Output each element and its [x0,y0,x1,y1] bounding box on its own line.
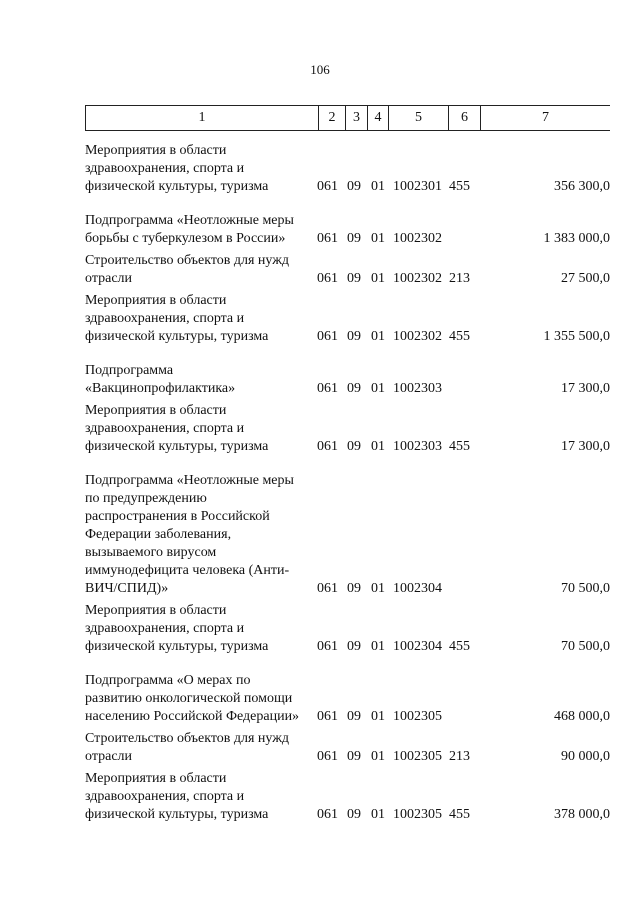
table-row [85,292,610,346]
column-header-3: 3 [346,106,368,131]
row-amount: 17 300,0 [561,381,610,396]
row-code-5: 1002302 [393,271,442,286]
column-header-7: 7 [481,106,611,131]
row-code-4: 01 [371,179,385,194]
row-name: Строительство объектов для нужд отрасли [85,731,290,764]
table-row [85,252,610,288]
column-header-1: 1 [86,106,319,131]
row-amount: 468 000,0 [554,709,610,724]
row-code-4: 01 [371,639,385,654]
row-code-4: 01 [371,271,385,286]
table-row [85,212,610,248]
row-amount: 27 500,0 [561,271,610,286]
row-name: Подпрограмма «Неотложные меры по предупреждению распространения в Российской Федерации заболевания, вызываемого вирусом иммунодефицита человека (Анти-ВИЧ/СПИД)» [85,473,294,596]
row-spacer-cell [85,456,610,472]
row-code-3: 09 [347,639,361,654]
row-amount: 17 300,0 [561,439,610,454]
row-name: Подпрограмма «Вакцинопрофилактика» [85,363,236,396]
row-code-6: 455 [449,179,470,194]
row-code-2: 061 [317,179,338,194]
row-code-5: 1002303 [393,439,442,454]
row-amount: 90 000,0 [561,749,610,764]
row-code-4: 01 [371,439,385,454]
column-header-row [86,106,611,131]
column-header-2: 2 [319,106,346,131]
row-code-6: 455 [449,807,470,822]
row-code-2: 061 [317,439,338,454]
row-code-3: 09 [347,329,361,344]
table-row [85,472,610,598]
row-code-6: 455 [449,329,470,344]
row-code-5: 1002304 [393,639,442,654]
row-amount: 1 355 500,0 [543,329,610,344]
row-code-3: 09 [347,231,361,246]
row-name: Строительство объектов для нужд отрасли [85,253,290,286]
table-row [85,402,610,456]
table-row [85,362,610,398]
row-code-6 [449,672,479,726]
row-code-6: 213 [449,271,470,286]
row-amount: 1 383 000,0 [543,231,610,246]
row-code-2: 061 [317,271,338,286]
column-header-6: 6 [449,106,481,131]
row-spacer [85,656,610,672]
row-code-3: 09 [347,709,361,724]
row-name: Подпрограмма «Неотложные меры борьбы с туберкулезом в России» [85,213,294,246]
table-row [85,142,610,196]
row-code-6 [449,362,479,398]
row-code-5: 1002301 [393,179,442,194]
row-code-4: 01 [371,381,385,396]
row-spacer-cell [85,196,610,212]
row-code-4: 01 [371,329,385,344]
row-spacer-cell [85,346,610,362]
row-code-2: 061 [317,231,338,246]
row-amount: 70 500,0 [561,581,610,596]
budget-table-body [85,142,610,824]
row-code-6: 455 [449,439,470,454]
row-code-3: 09 [347,381,361,396]
row-amount: 70 500,0 [561,639,610,654]
row-code-3: 09 [347,749,361,764]
row-code-5: 1002303 [393,381,442,396]
row-code-5: 1002304 [393,581,442,596]
row-spacer [85,346,610,362]
row-code-3: 09 [347,179,361,194]
row-code-2: 061 [317,749,338,764]
row-code-5: 1002305 [393,709,442,724]
row-code-6: 455 [449,639,470,654]
row-name: Мероприятия в области здравоохранения, спорта и физической культуры, туризма [85,603,269,654]
table-row [85,672,610,726]
row-name: Мероприятия в области здравоохранения, спорта и физической культуры, туризма [85,143,269,194]
budget-table [85,142,610,824]
row-amount: 356 300,0 [554,179,610,194]
column-header-4: 4 [368,106,389,131]
row-code-3: 09 [347,807,361,822]
row-name: Мероприятия в области здравоохранения, спорта и физической культуры, туризма [85,403,269,454]
row-code-2: 061 [317,381,338,396]
column-header-table [85,105,610,131]
row-code-5: 1002305 [393,807,442,822]
row-code-6: 213 [449,749,470,764]
row-code-4: 01 [371,581,385,596]
table-row [85,730,610,766]
row-code-3: 09 [347,271,361,286]
row-name: Подпрограмма «О мерах по развитию онкологической помощи населению Российской Федерации» [85,673,300,724]
row-code-2: 061 [317,639,338,654]
row-code-6 [449,472,479,598]
row-code-4: 01 [371,231,385,246]
row-code-5: 1002305 [393,749,442,764]
row-code-6 [449,212,479,248]
row-code-5: 1002302 [393,329,442,344]
row-code-5: 1002302 [393,231,442,246]
row-code-3: 09 [347,439,361,454]
row-spacer [85,196,610,212]
row-amount: 378 000,0 [554,807,610,822]
row-code-2: 061 [317,807,338,822]
row-code-3: 09 [347,581,361,596]
table-row [85,602,610,656]
page-number: 106 [310,62,330,77]
column-header-5: 5 [389,106,449,131]
row-spacer [85,456,610,472]
row-spacer-cell [85,656,610,672]
row-code-2: 061 [317,329,338,344]
row-code-4: 01 [371,807,385,822]
table-row [85,770,610,824]
row-code-2: 061 [317,709,338,724]
row-name: Мероприятия в области здравоохранения, спорта и физической культуры, туризма [85,771,269,822]
row-code-2: 061 [317,581,338,596]
row-code-4: 01 [371,709,385,724]
row-name: Мероприятия в области здравоохранения, спорта и физической культуры, туризма [85,293,269,344]
row-code-4: 01 [371,749,385,764]
